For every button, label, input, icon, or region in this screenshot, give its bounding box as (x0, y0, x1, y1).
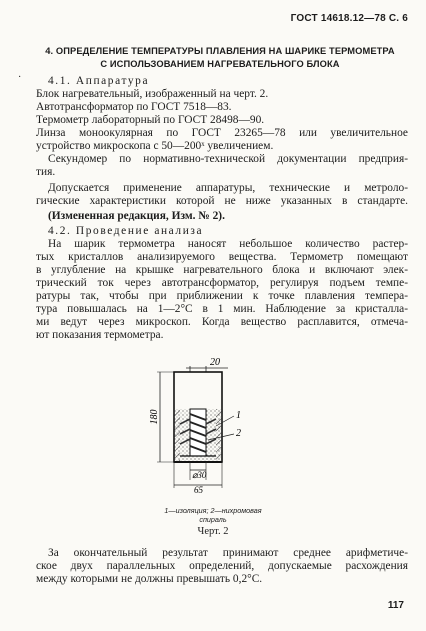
dimension-label-d30: ⌀30 (192, 470, 207, 480)
paragraph-line: тия. (36, 166, 56, 178)
subsection-heading-4-1: 4.1. Аппаратура (48, 75, 150, 87)
paragraph-line: Термометр лабораторный по ГОСТ 28498—90. (36, 114, 265, 126)
dimension-label-65: 65 (194, 485, 203, 494)
heating-block-drawing (130, 354, 264, 494)
running-header: ГОСТ 14618.12—78 С. 6 (290, 13, 408, 24)
paragraph-line: в углубление на крышке нагревательного блока и включают элек- (36, 264, 408, 276)
paragraph-line: Линза моноокулярная по ГОСТ 23265—78 или увеличительное (36, 127, 408, 139)
callout-2: 2 (236, 428, 241, 439)
paragraph-line: За окончательный результат принимают среднее арифметиче- (48, 547, 408, 559)
edition-note: (Измененная редакция, Изм. № 2). (48, 210, 225, 222)
paragraph-line: тура повышалась на 1—2°С в 1 мин. Наблюдение за кристалла- (36, 303, 408, 315)
page-number: 117 (387, 600, 404, 611)
paragraph-line: Автотрансформатор по ГОСТ 7518—83. (36, 101, 232, 113)
section-title-line-2: С ИСПОЛЬЗОВАНИЕМ НАГРЕВАТЕЛЬНОГО БЛОКА (100, 59, 340, 69)
paragraph-line: Блок нагревательный, изображенный на черт. 2. (36, 88, 269, 100)
paragraph-line: Допускается применение аппаратуры, технические и метроло- (48, 182, 408, 194)
paragraph-line: ют показания термометра. (36, 329, 164, 341)
dimension-label-180: 180 (149, 409, 160, 425)
paragraph-line: тых кристаллов анализируемого вещества. Термометр помещают (36, 251, 408, 263)
paragraph-line: трический ток через автотрансформатор, регулируя подъем темпе- (36, 277, 408, 289)
paragraph-line: гические характеристики которой не ниже указанных в стандарте. (36, 195, 408, 207)
paragraph-line: между которыми не должны превышать 0,2°С. (36, 573, 263, 585)
section-title-line-1: 4. ОПРЕДЕЛЕНИЕ ТЕМПЕРАТУРЫ ПЛАВЛЕНИЯ НА ШАРИКЕ ТЕРМОМЕТРА (45, 46, 395, 56)
figure-caption: Черт. 2 (197, 526, 229, 537)
paragraph-line: устройство микроскопа с 50—200ˣ увеличением. (36, 140, 274, 152)
figure-legend-line-2: спираль (199, 515, 227, 524)
page-mark: · (18, 72, 22, 83)
paragraph-line: На шарик термометра наносят небольшое количество растер- (48, 238, 408, 250)
paragraph-line: ское двух параллельных определений, допускаемые расхождения (36, 560, 408, 572)
paragraph-line: ми ведут через микроскоп. Когда вещество расплавится, отмеча- (36, 316, 408, 328)
subsection-heading-4-2: 4.2. Проведение анализа (48, 225, 204, 237)
figure-legend-line-1: 1—изоляция; 2—нихромовая (164, 506, 262, 515)
dimension-label-20: 20 (210, 357, 220, 368)
paragraph-line: Секундомер по нормативно-технической документации предприя- (48, 153, 408, 165)
paragraph-line: ратуры так, чтобы при приближении к точке плавления темпера- (36, 290, 408, 302)
callout-1: 1 (236, 410, 241, 421)
